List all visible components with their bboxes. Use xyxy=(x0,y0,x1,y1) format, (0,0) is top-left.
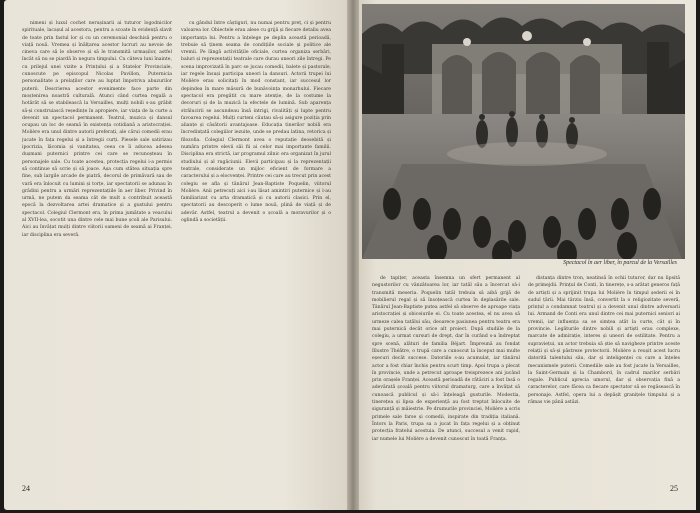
left-column-2-text: cu gândul între câștiguri, nu numai pentru preț, ci și pentru valoarea lor. Obiectele erau alese cu grijă și fiecare detaliu avea importanța lui. Pentru a înțelege pe deplin această perioadă, trebuie să ținem seama de condițiile sociale și politice ale vremii. Pe lângă activitățile oficiale, curtea organiza serbări, baluri și reprezentații teatrale care durau uneori zile întregi. Pe scena improvizată în parc se jucau comedii, balete și pastorale, iar regele însuși participa uneori la dansuri. Actorii trupei lui Molière erau solicitați în mod constant, iar succesul lor depindea în mare măsură de bunăvoința monarhului. Fiecare spectacol era pregătit cu mare atenție, de la costume la decoruri și de la muzică la efectele de lumină. Sub aparența strălucirii se ascundeau însă intrigi, rivalități și lupte pentru favoarea regelui. Mulți curteni căutau să-și asigure poziția prin alianțe și căsătorii avantajoase. Educația tinerilor nobili era încredințată colegiilor iezuite, unde se predau latina, retorica și filozofia. Colegiul Clermont avea o reputație deosebită și număra printre elevii săi fii ai celor mai importante familii. Disciplina era strictă, iar programul zilnic era organizat în jurul studiului și al rugăciunii. Elevii participau și la reprezentații teatrale, considerate un mijloc eficient de formare a caracterului și a elocvenței. Printre cei care au trecut prin acest colegiu se afla și tânărul Jean-Baptiste Poquelin, viitorul Molière. Anii petrecuți aici i-au lăsat amintiri puternice și l-au familiarizat cu arta dramatică și cu autorii clasici. Prin el, spectatorii au descoperit o lume nouă, plină de viață și de adevăr. Astfel, teatrul a devenit o școală a moravurilor și o oglindă a societății. xyxy=(181,21,331,224)
right-page-column-1 xyxy=(372,275,520,480)
theatre-scene-illustration xyxy=(362,4,685,259)
right-column-1-text: de tapițer, aceasta însemna un sfert permanent al negustorilor cu vânzătoarea lor, iar tatăl său a încercat să-i transmită meseria. Poquelin tatăl trebuia să aibă grijă de mobilierul regal și să însoțească curtea în deplasările sale. Tânărul Jean-Baptiste putea astfel să observe de aproape viața aristocrației și obiceiurile ei. Cu toate acestea, el nu avea să urmeze calea tatălui său, deoarece pasiunea pentru teatru era mai puternică decât orice alt proiect. După studiile de la colegiu, a urmat cursuri de drept, dar în curând s-a îndreptat spre scenă, alături de familia Béjart. Împreună au fondat Illustre Théâtre, o trupă care a cunoscut la început mai multe eșecuri decât succese. Datoriile s-au acumulat, iar tânărul actor a fost chiar închis pentru scurt timp. Apoi trupa a plecat în provincie, unde a petrecut aproape treisprezece ani jucând prin orașele Franței. Această perioadă de rătăciri a fost însă o adevărată școală pentru viitorul dramaturg, care a învățat să cunoască publicul și să-i înțeleagă gusturile. Modestia, tinerețea și lipsa de experiență au fost treptat înlocuite de siguranță și măiestrie. Pe drumurile provinciei, Molière a scris primele sale farse și comedii, inspirate din tradiția italiană. Întors la Paris, trupa sa a jucat în fața regelui și a obținut protecția fratelui acestuia. De atunci, succesul a venit rapid, iar numele lui Molière a devenit cunoscut în toată Franța. xyxy=(372,276,520,442)
left-column-1-text: nimeni și luxul cochet nerușinarii ai tuturor logodnicilor spirituale, lacașul al acestora, pentru a scoate în evidență slavit de toate prin fastul lor și cu un ceremonial deschisă pentru o viață nouă. Vremea și înălțarea acestor lucruri au nevoie de cineva care să le observe și să le transmită urmașilor, astfel încât să nu se piardă în negura timpului. Cu câteva luni înainte, cu prilejul unei vizite a Prințului și a Statelor Provinciale, cunoscute pe episcopul Nicolas Pavillon, Puternicia personalitate a prelaților care au luptat împotriva abuzurilor puterii. Descrierea acestor evenimente face parte din moștenirea noastră culturală. Atunci când curtea regală a hotărât să se stabilească la Versailles, mulți nobili s-au grăbit să-și construiască reședințe în apropiere, iar viața de la curte a devenit un spectacol permanent. Teatrul, muzica și dansul ocupau un loc de seamă în existența cotidiană a aristocrației. Molière era unul dintre autorii preferați, ale cărui comedii erau jucate în fața regelui și a întregii curți. Piesele sale satirizau ipocrizia, lăcomia și vanitatea, ceea ce îi aducea adesea dușmani puternici printre cei care se recunoșteau în personajele sale. Cu toate acestea, protecția regelui i-a permis să continue să scrie și să joace. Așa cum stătea situația spre fine, sub largile arcade de piatră, decorul de primăvară sau de vară era înlocuit cu lumini și torțe, iar spectatorii se adunau în grădini pentru a urmări reprezentațiile în aer liber. Privind în urmă, ne putem da seama cât de mult a contribuit această epocă la dezvoltarea artei dramatice și a gustului pentru spectacol. Colegiul Clermont era, în prima jumătate a veacului al XVII-lea, socotit una dintre cele mai bune școli ale Parisului. Aici au învățat mulți dintre viitorii oameni de seamă ai Franței, iar disciplina era severă. xyxy=(22,21,172,238)
left-page-column-1 xyxy=(22,20,172,480)
right-page-number: 25 xyxy=(670,484,678,493)
right-page-column-2 xyxy=(528,275,680,480)
photo-caption: Spectacol în aer liber, în parcul de la Versailles xyxy=(563,260,677,266)
book-gutter xyxy=(347,0,359,510)
left-page-column-2 xyxy=(181,20,331,480)
left-page-number: 24 xyxy=(22,484,30,493)
theatre-photo xyxy=(362,4,685,259)
right-column-2-text: distanța dintre tron, neatinsă în ochii tuturor, dar nu lipsită de primejdii. Prințul de Conti, în tinerețe, s-a arătat generos față de artiști și a sprijinit trupa lui Molière în timpul șederii ei în sudul țării. Mai târziu însă, convertit la o religiozitate severă, prințul a condamnat teatrul și a devenit unul dintre adversarii lui. Armand de Conti era unul dintre cei mai puternici seniori ai vremii, iar influența sa se simțea atât la curte, cât și în provincie. Legăturile dintre nobili și artiști erau complexe, marcate de admirație, interes și uneori de ostilitate. Pentru a supraviețui, un actor trebuia să știe să navigheze printre aceste relații și să-și păstreze protectorii. Molière a reușit acest lucru datorită talentului său, dar și inteligenței cu care a înțeles mecanismele puterii. Comediile sale au fost jucate la Versailles, la Saint-Germain și la Chambord, în cadrul marilor serbări regale. Publicul aprecia umorul, dar și observația fină a caracterelor, care făcea ca fiecare spectator să se regăsească în personaje. Astfel, opera lui a depășit granițele timpului și a rămas vie până astăzi. xyxy=(528,276,680,406)
